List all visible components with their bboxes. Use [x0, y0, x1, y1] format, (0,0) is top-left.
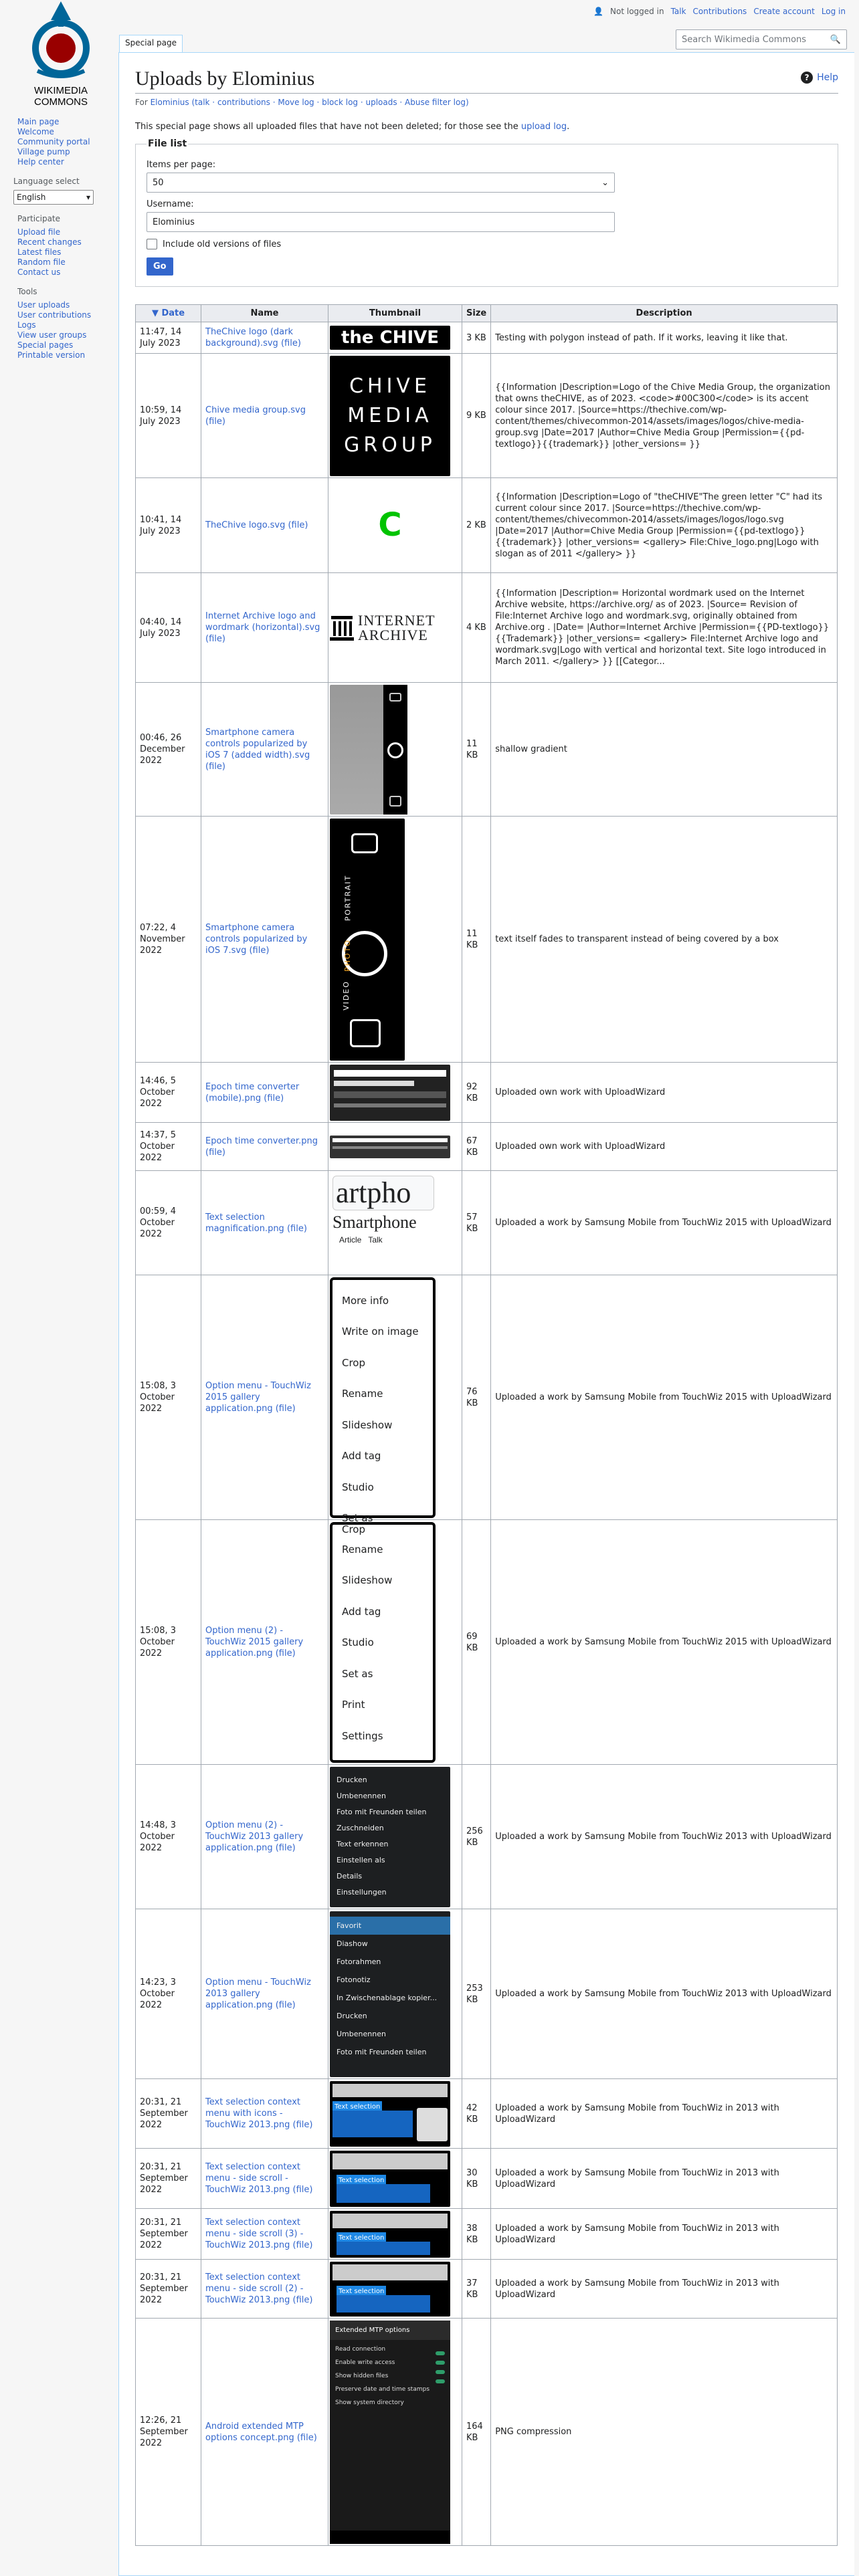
- menu-item: Crop: [342, 1523, 366, 1535]
- menu-item: Fotorahmen: [337, 1957, 381, 1966]
- sidebar-item-main-page[interactable]: Main page: [17, 117, 60, 126]
- logo-text-2: COMMONS: [34, 96, 88, 108]
- menu-item: Settings: [342, 1729, 383, 1742]
- tab-special-page[interactable]: Special page: [119, 35, 183, 52]
- chive-c-thumbnail[interactable]: C: [378, 506, 402, 544]
- menu-item: Print: [342, 1699, 365, 1711]
- language-value: English: [17, 193, 46, 202]
- sidebar-item-upload-file[interactable]: Upload file: [17, 227, 61, 237]
- sidebar: [0, 117, 114, 370]
- table-row: [136, 2079, 838, 2149]
- row-description: Uploaded a work by Samsung Mobile from TouchWiz 2013 with UploadWizard: [491, 1909, 838, 2079]
- row-file-link[interactable]: Text selection context menu with icons - TouchWiz 2013.png (file): [201, 2079, 328, 2149]
- old-versions-label: Include old versions of files: [163, 239, 282, 249]
- menu-item: Details: [337, 1871, 363, 1881]
- menu-item: Diashow: [337, 1939, 368, 1948]
- row-description: Uploaded a work by Samsung Mobile from TouchWiz 2015 with UploadWizard: [491, 1171, 838, 1275]
- row-file-link[interactable]: Epoch time converter.png (file): [201, 1123, 328, 1171]
- old-versions-checkbox[interactable]: [147, 239, 157, 249]
- help-label: Help: [817, 72, 838, 83]
- row-thumbnail[interactable]: [328, 478, 462, 573]
- search-placeholder: Search Wikimedia Commons: [682, 34, 807, 45]
- row-description: {{Information |Description= Horizontal wordmark used on the Internet Archive website, https://archive.org/ as of 2023. |Source= Revision of File:Internet Archive logo and wordmark.svg, originally obtained from Archive.org . |Date= |Author=Internet Archive |Permission={{PD-textlogo}} {{Trademark}} |other_versions= <gallery> File:Internet Archive logo and wordmark.svg|Logo with vertical and horizontal text. Site logo introduced in March 2011. </gallery> }} [[Categor...: [491, 573, 838, 683]
- menu-item: Add tag: [342, 1605, 381, 1618]
- menu-item: Einstellungen: [337, 1887, 387, 1897]
- subtitle: [135, 98, 838, 107]
- row-date: 20:31, 21 September 2022: [136, 2079, 201, 2149]
- menu-item: Slideshow: [342, 1574, 393, 1586]
- menu-item: Add tag: [342, 1450, 381, 1462]
- sidebar-item-logs[interactable]: Logs: [17, 320, 36, 330]
- tools-heading: Tools: [17, 287, 37, 296]
- menu-item: Rename: [342, 1543, 383, 1555]
- language-portal: [0, 177, 114, 205]
- row-thumbnail[interactable]: [328, 1171, 462, 1275]
- row-date: 14:48, 3 October 2022: [136, 1765, 201, 1909]
- gallery-icon: [350, 1019, 381, 1047]
- option-menu-2015-thumbnail[interactable]: [330, 1277, 436, 1524]
- table-row: [136, 2319, 838, 2546]
- row-thumbnail[interactable]: [328, 1063, 462, 1123]
- row-file-link[interactable]: Internet Archive logo and wordmark (horizontal).svg (file): [201, 573, 328, 683]
- row-size: 30 KB: [462, 2149, 491, 2209]
- row-thumbnail[interactable]: [328, 354, 462, 478]
- menu-item: Set as: [342, 1667, 373, 1680]
- camera-icon: [351, 833, 378, 853]
- help-icon: ?: [801, 72, 813, 84]
- row-description: {{Information |Description=Logo of "theCHIVE"The green letter "C" had its current colour since 2017. |Source=https://thechive.com/wp-content/themes/chivecommon-2014/assets/images/logos/logo.svg |Date=2017 |Author=Chive Media Group |Permission={{pd-textlogo}}{{trademark}} |other_versions= <gallery> File:Chive_logo.png|Logo with slogan as of 2011 </gallery> }}: [491, 478, 838, 573]
- nav-portal: [0, 117, 114, 167]
- row-date: 11:47, 14 July 2023: [136, 322, 201, 354]
- sidebar-item-latest-files[interactable]: Latest files: [17, 247, 62, 257]
- table-row: [136, 2209, 838, 2260]
- row-thumbnail[interactable]: [328, 1275, 462, 1524]
- row-thumbnail[interactable]: [328, 1765, 462, 1909]
- row-thumbnail[interactable]: [328, 1123, 462, 1171]
- table-row: [136, 817, 838, 1063]
- mode-label: VIDEO: [341, 980, 351, 1010]
- talk-link[interactable]: Talk: [670, 7, 686, 16]
- row-size: 4 KB: [462, 573, 491, 683]
- row-file-link[interactable]: TheChive logo.svg (file): [201, 478, 328, 573]
- row-file-link[interactable]: Chive media group.svg (file): [201, 354, 328, 478]
- row-file-link[interactable]: Option menu - TouchWiz 2013 gallery application.png (file): [201, 1909, 328, 2079]
- row-thumbnail[interactable]: [328, 2319, 462, 2546]
- chive-media-group-thumbnail[interactable]: [330, 356, 450, 476]
- row-date: 12:26, 21 September 2022: [136, 2319, 201, 2546]
- archive-building-icon: [330, 615, 354, 641]
- table-row: [136, 2260, 838, 2319]
- row-description: Uploaded a work by Samsung Mobile from TouchWiz 2015 with UploadWizard: [491, 1275, 838, 1520]
- row-size: 67 KB: [462, 1123, 491, 1171]
- row-date: 20:31, 21 September 2022: [136, 2260, 201, 2319]
- option-menu-2013-thumbnail[interactable]: [330, 1911, 450, 2077]
- menu-item: In Zwischenablage kopier...: [337, 1993, 438, 2002]
- row-description: Uploaded a work by Samsung Mobile from TouchWiz 2015 with UploadWizard: [491, 1520, 838, 1765]
- logo-text-1: WIKIMEDIA: [33, 85, 88, 96]
- not-logged-in: Not logged in: [610, 7, 664, 16]
- row-file-link[interactable]: Text selection context menu - side scroll (2) - TouchWiz 2013.png (file): [201, 2260, 328, 2319]
- row-file-link[interactable]: Text selection magnification.png (file): [201, 1171, 328, 1275]
- option-menu-2015b-thumbnail[interactable]: [330, 1522, 436, 1763]
- thumb-text: Enable write access: [335, 2359, 395, 2366]
- login-link[interactable]: Log in: [821, 7, 846, 16]
- menu-item: Rename: [342, 1388, 383, 1400]
- menu-item: Fotonotiz: [337, 1975, 371, 1984]
- username-field[interactable]: [147, 212, 615, 232]
- tools-portal: [0, 287, 114, 360]
- row-file-link[interactable]: Text selection context menu - side scroll - TouchWiz 2013.png (file): [201, 2149, 328, 2209]
- row-size: 256 KB: [462, 1765, 491, 1909]
- menu-item: Text erkennen: [337, 1839, 389, 1848]
- menu-item: Foto mit Freunden teilen: [337, 2047, 427, 2056]
- table-row: [136, 1123, 838, 1171]
- thumb-text: Text selection: [337, 2175, 386, 2186]
- upload-log-link[interactable]: upload log: [520, 122, 567, 132]
- menu-item: Drucken: [337, 1775, 367, 1784]
- thumb-text: MEDIA: [347, 403, 433, 427]
- sidebar-item-welcome[interactable]: Welcome: [17, 127, 54, 136]
- table-row: [136, 322, 838, 354]
- row-file-link[interactable]: TheChive logo (dark background).svg (file): [201, 322, 328, 354]
- sidebar-item-village-pump[interactable]: Village pump: [17, 147, 70, 156]
- row-description: Uploaded a work by Samsung Mobile from TouchWiz in 2013 with UploadWizard: [491, 2079, 838, 2149]
- language-select[interactable]: [13, 190, 94, 205]
- epoch-desktop-thumbnail[interactable]: [330, 1136, 450, 1158]
- table-row: [136, 1909, 838, 2079]
- row-file-link[interactable]: Text selection context menu - side scroll (3) - TouchWiz 2013.png (file): [201, 2209, 328, 2260]
- option-menu-2013b-thumbnail[interactable]: [330, 1767, 450, 1907]
- thumb-text: Smartphone: [332, 1212, 417, 1232]
- row-description: Testing with polygon instead of path. If it works, leaving it like that.: [491, 322, 838, 354]
- context-menu-scroll2-thumbnail[interactable]: [330, 2262, 450, 2317]
- internet-archive-thumbnail[interactable]: [330, 608, 450, 648]
- thumb-text: Show hidden files: [335, 2372, 389, 2379]
- row-size: 38 KB: [462, 2209, 491, 2260]
- row-size: 164 KB: [462, 2319, 491, 2546]
- table-row: [136, 2149, 838, 2209]
- user-icon: 👤: [593, 7, 604, 16]
- row-date: 00:59, 4 October 2022: [136, 1171, 201, 1275]
- mtp-options-thumbnail[interactable]: [330, 2321, 450, 2544]
- context-menu-scroll-thumbnail[interactable]: [330, 2151, 450, 2207]
- menu-item: Write on image: [342, 1325, 419, 1337]
- table-row: [136, 1765, 838, 1909]
- items-value: 50: [153, 177, 164, 188]
- sub-for: For: [135, 98, 151, 107]
- menu-item: Umbenennen: [337, 2029, 386, 2038]
- row-thumbnail[interactable]: [328, 683, 462, 817]
- sidebar-item-help-center[interactable]: Help center: [17, 157, 64, 167]
- table-row: [136, 478, 838, 573]
- row-file-link[interactable]: Option menu (2) - TouchWiz 2015 gallery application.png (file): [201, 1520, 328, 1765]
- row-description: {{Information |Description=Logo of the Chive Media Group, the organization that owns theCHIVE, as of 2023. <code>#00C300</code> is its accent colour since 2017. |Source=https://thechive.com/wp-content/themes/chivecommon-2014/assets/images/logos/chive-media-group.svg |Date=2017 |Author=Chive Media Group |Permission={{pd-textlogo}}{{trademark}} |other_versions= }}: [491, 354, 838, 478]
- page-title: Uploads by Elominius: [135, 68, 838, 94]
- row-thumbnail[interactable]: [328, 2079, 462, 2149]
- table-row: [136, 1063, 838, 1123]
- intro-part2: .: [567, 122, 570, 132]
- create-account-link[interactable]: Create account: [753, 7, 815, 16]
- search-icon[interactable]: 🔍: [830, 34, 841, 45]
- name-header: Name: [201, 305, 328, 322]
- file-list-form: [135, 138, 838, 287]
- camera-controls-wide-thumbnail[interactable]: [330, 685, 407, 815]
- username-value: Elominius: [153, 217, 195, 227]
- thumb-text: Preserve date and time stamps: [335, 2385, 430, 2393]
- menu-item: Studio: [342, 1636, 374, 1648]
- wikimedia-commons-logo[interactable]: [11, 0, 111, 107]
- row-date: 00:46, 26 December 2022: [136, 683, 201, 817]
- row-size: 69 KB: [462, 1520, 491, 1765]
- thumb-text: Extended MTP options: [330, 2321, 450, 2340]
- row-thumbnail[interactable]: [328, 2209, 462, 2260]
- thumb-text: Read connection: [335, 2345, 386, 2353]
- row-size: 57 KB: [462, 1171, 491, 1275]
- table-row: [136, 573, 838, 683]
- intro-text: [135, 122, 838, 132]
- date-header[interactable]: ▼ Date: [136, 305, 201, 322]
- row-size: 9 KB: [462, 354, 491, 478]
- sidebar-item-contact-us[interactable]: Contact us: [17, 267, 61, 277]
- form-legend: File list: [148, 138, 187, 149]
- search-input[interactable]: [676, 29, 847, 49]
- username-label: Username:: [147, 199, 194, 209]
- context-menu-icons-thumbnail[interactable]: [330, 2081, 450, 2147]
- table-row: [136, 354, 838, 478]
- description-header: Description: [491, 305, 838, 322]
- chive-dark-thumbnail[interactable]: the CHIVE: [330, 326, 450, 350]
- chevron-down-icon: ⌄: [601, 177, 609, 188]
- row-date: 20:31, 21 September 2022: [136, 2209, 201, 2260]
- gallery-icon: [389, 796, 401, 807]
- size-header: Size: [462, 305, 491, 322]
- thumb-text: Talk: [368, 1235, 383, 1245]
- row-size: 76 KB: [462, 1275, 491, 1520]
- sidebar-item-user-uploads[interactable]: User uploads: [17, 300, 70, 310]
- row-thumbnail[interactable]: [328, 2260, 462, 2319]
- shutter-icon: [387, 742, 403, 758]
- participate-portal: [0, 214, 114, 278]
- row-size: 92 KB: [462, 1063, 491, 1123]
- table-row: [136, 1520, 838, 1765]
- sidebar-item-special-pages[interactable]: Special pages: [17, 340, 74, 350]
- row-thumbnail[interactable]: [328, 1520, 462, 1765]
- row-file-link[interactable]: Option menu - TouchWiz 2015 gallery application.png (file): [201, 1275, 328, 1520]
- row-file-link[interactable]: Option menu (2) - TouchWiz 2013 gallery application.png (file): [201, 1765, 328, 1909]
- table-row: [136, 1275, 838, 1520]
- thumb-text: INTERNET: [358, 611, 436, 629]
- sidebar-item-printable-version[interactable]: Printable version: [17, 350, 86, 360]
- menu-item: Foto mit Freunden teilen: [337, 1807, 427, 1816]
- intro-part1: This special page shows all uploaded files that have not been deleted; for those see the: [135, 122, 521, 132]
- row-date: 14:46, 5 October 2022: [136, 1063, 201, 1123]
- menu-item: Favorit: [330, 1917, 450, 1935]
- thumb-text: Text selection: [337, 2286, 386, 2297]
- row-date: 15:08, 3 October 2022: [136, 1520, 201, 1765]
- row-date: 15:08, 3 October 2022: [136, 1275, 201, 1520]
- thumb-text: Show system directory: [335, 2399, 404, 2406]
- uploads-table: [135, 304, 838, 2546]
- thumb-text: GROUP: [344, 433, 436, 457]
- sidebar-item-recent-changes[interactable]: Recent changes: [17, 237, 82, 247]
- menu-item: Set as: [342, 1512, 373, 1524]
- row-file-link[interactable]: Smartphone camera controls popularized by iOS 7 (added width).svg (file): [201, 683, 328, 817]
- thumb-text: Text selection: [332, 2101, 382, 2113]
- thumb-text: Text selection: [337, 2232, 386, 2244]
- contributions-link[interactable]: Contributions: [692, 7, 747, 16]
- row-description: Uploaded a work by Samsung Mobile from TouchWiz in 2013 with UploadWizard: [491, 2260, 838, 2319]
- main-content: [118, 52, 854, 2576]
- chevron-down-icon: ▾: [86, 193, 90, 202]
- text-magnification-thumbnail[interactable]: [330, 1173, 437, 1273]
- row-description: PNG compression: [491, 2319, 838, 2546]
- row-size: 253 KB: [462, 1909, 491, 2079]
- menu-item: Umbenennen: [337, 1791, 386, 1800]
- row-date: 14:23, 3 October 2022: [136, 1909, 201, 2079]
- row-thumbnail[interactable]: [328, 817, 462, 1063]
- thumb-text: ARCHIVE: [358, 626, 428, 643]
- row-date: 14:37, 5 October 2022: [136, 1123, 201, 1171]
- row-size: 3 KB: [462, 322, 491, 354]
- row-description: text itself fades to transparent instead of being covered by a box: [491, 817, 838, 1063]
- row-size: 37 KB: [462, 2260, 491, 2319]
- thumbnail-header: Thumbnail: [328, 305, 462, 322]
- thumb-text: CHIVE: [349, 374, 431, 398]
- personal-tools: [593, 7, 846, 16]
- row-date: 10:41, 14 July 2023: [136, 478, 201, 573]
- row-size: 11 KB: [462, 683, 491, 817]
- participate-heading: Participate: [17, 214, 61, 223]
- row-thumbnail[interactable]: [328, 573, 462, 683]
- row-size: 42 KB: [462, 2079, 491, 2149]
- row-description: Uploaded own work with UploadWizard: [491, 1123, 838, 1171]
- camera-icon: [389, 693, 401, 702]
- language-heading: Language select: [13, 177, 80, 186]
- go-button[interactable]: Go: [147, 257, 173, 276]
- row-thumbnail[interactable]: [328, 1909, 462, 2079]
- old-versions-option[interactable]: [147, 239, 827, 249]
- camera-controls-thumbnail[interactable]: [330, 819, 405, 1061]
- row-date: 20:31, 21 September 2022: [136, 2149, 201, 2209]
- menu-item: Einstellen als: [337, 1855, 385, 1864]
- table-row: [136, 683, 838, 817]
- row-file-link[interactable]: Smartphone camera controls popularized by iOS 7.svg (file): [201, 817, 328, 1063]
- items-label: Items per page:: [147, 160, 216, 170]
- menu-item: Drucken: [337, 2011, 367, 2020]
- mode-label: PORTRAIT: [343, 874, 353, 921]
- row-description: Uploaded a work by Samsung Mobile from TouchWiz in 2013 with UploadWizard: [491, 2209, 838, 2260]
- row-file-link[interactable]: Android extended MTP options concept.png (file): [201, 2319, 328, 2546]
- mode-label: PHOTO: [343, 938, 352, 972]
- epoch-mobile-thumbnail[interactable]: [330, 1065, 450, 1121]
- table-row: [136, 1171, 838, 1275]
- row-thumbnail[interactable]: [328, 2149, 462, 2209]
- items-per-page-select[interactable]: [147, 173, 615, 193]
- sub-user-link[interactable]: Elominius: [150, 98, 189, 107]
- menu-item: Zuschneiden: [337, 1823, 384, 1832]
- thumb-text: artpho: [332, 1176, 434, 1210]
- thumb-text: Article: [339, 1235, 362, 1245]
- row-description: Uploaded a work by Samsung Mobile from TouchWiz 2013 with UploadWizard: [491, 1765, 838, 1909]
- sidebar-item-user-contributions[interactable]: User contributions: [17, 310, 92, 320]
- row-thumbnail[interactable]: [328, 322, 462, 354]
- row-date: 07:22, 4 November 2022: [136, 817, 201, 1063]
- row-description: Uploaded own work with UploadWizard: [491, 1063, 838, 1123]
- row-file-link[interactable]: Epoch time converter (mobile).png (file): [201, 1063, 328, 1123]
- sidebar-item-community-portal[interactable]: Community portal: [17, 137, 90, 146]
- menu-item: Studio: [342, 1481, 374, 1493]
- row-date: 10:59, 14 July 2023: [136, 354, 201, 478]
- row-size: 2 KB: [462, 478, 491, 573]
- sidebar-item-random-file[interactable]: Random file: [17, 257, 66, 267]
- table-header-row: [136, 305, 838, 322]
- help-link[interactable]: [801, 72, 838, 84]
- row-description: shallow gradient: [491, 683, 838, 817]
- sidebar-item-view-user-groups[interactable]: View user groups: [17, 330, 87, 340]
- row-date: 04:40, 14 July 2023: [136, 573, 201, 683]
- row-description: Uploaded a work by Samsung Mobile from TouchWiz in 2013 with UploadWizard: [491, 2149, 838, 2209]
- sub-links[interactable]: (talk · contributions · Move log · block log · uploads · Abuse filter log): [189, 98, 469, 107]
- menu-item: Slideshow: [342, 1418, 393, 1431]
- menu-item: Crop: [342, 1356, 366, 1369]
- row-size: 11 KB: [462, 817, 491, 1063]
- context-menu-scroll3-thumbnail[interactable]: [330, 2211, 450, 2258]
- menu-item: More info: [342, 1294, 389, 1307]
